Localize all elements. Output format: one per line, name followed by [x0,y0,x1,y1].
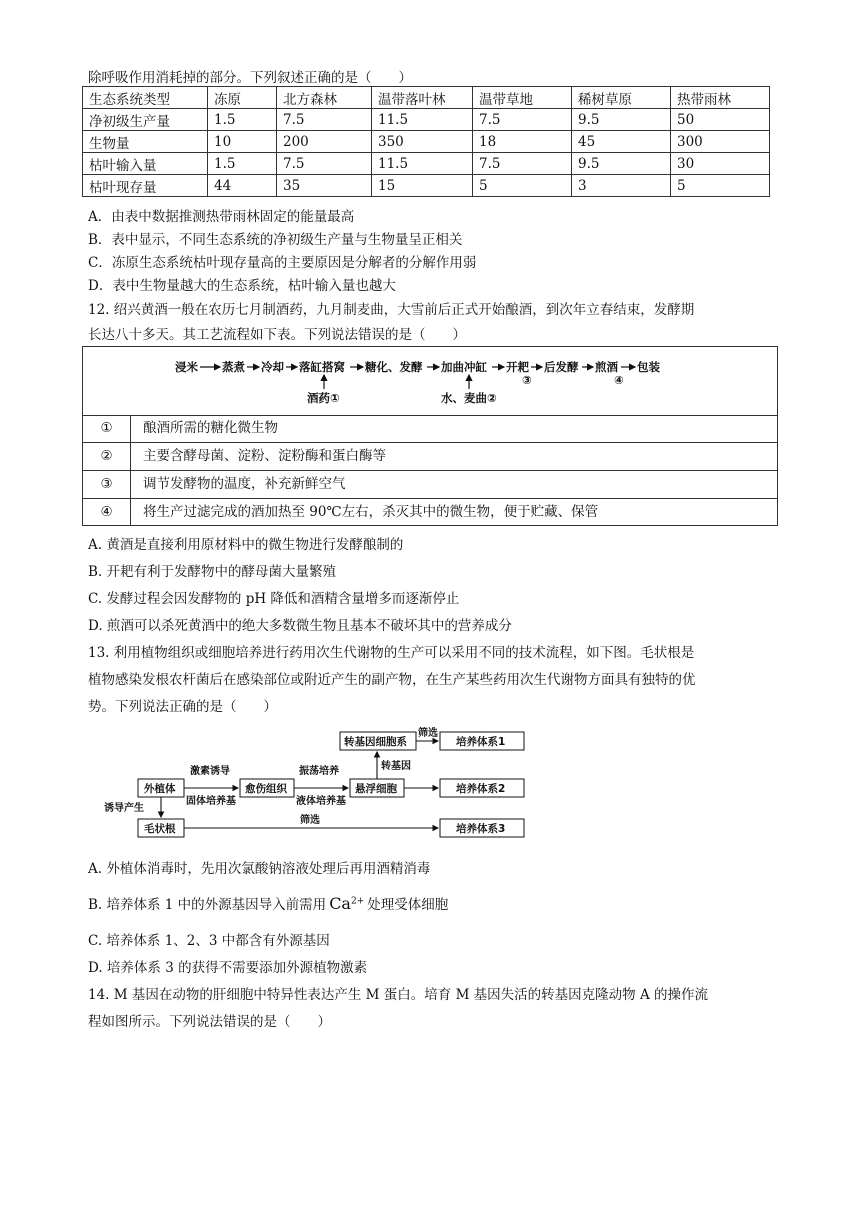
q13-stem-line1: 13. 利用植物组织或细胞培养进行药用次生代谢物的生产可以采用不同的技术流程，如下图。毛状根是 [88,645,695,661]
table-cell: 7.5 [277,153,372,175]
table-row [83,415,777,443]
suspension-label: 悬浮细胞 [355,783,397,795]
table-cell: 350 [372,131,473,153]
ecosystem-table [82,86,770,197]
table-cell: 15 [372,175,473,197]
row-number: ③ [83,471,131,498]
table-cell: 枯叶现存量 [83,175,208,197]
table-header-cell: 冻原 [208,87,277,109]
shake-label-a: 振荡培养 [299,766,339,777]
system2-label: 培养体系2 [456,783,506,795]
step-kaipa: 开耙 [506,360,529,374]
table-row [83,175,770,197]
q12-option-d: D. 煎酒可以杀死黄酒中的绝大多数微生物且基本不破坏其中的营养成分 [88,618,512,634]
row-text: 主要含酵母菌、淀粉、淀粉酶和蛋白酶等 [143,448,386,464]
q11-option-d: D．表中生物量越大的生态系统，枯叶输入量也越大 [88,278,396,294]
induce-produce-label: 诱导产生 [104,803,144,814]
table-cell: 5 [473,175,572,197]
transgenic-label: 转基因细胞系 [344,736,407,748]
table-cell: 9.5 [572,153,671,175]
charge-superscript: 2+ [350,896,365,907]
table-cell: 44 [208,175,277,197]
table-cell: 300 [671,131,770,153]
system3-label: 培养体系3 [456,823,506,835]
table-cell: 生物量 [83,131,208,153]
table-cell: 7.5 [277,109,372,131]
q12-stem-line2: 长达八十多天。其工艺流程如下表。下列说法错误的是（ ） [88,327,466,343]
step-soak-rice: 浸米 [175,360,198,374]
row-number: ② [83,443,131,470]
table-cell: 净初级生产量 [83,109,208,131]
table-cell: 11.5 [372,153,473,175]
step-post-ferment: 后发酵 [544,360,579,374]
row-text: 调节发酵物的温度，补充新鲜空气 [143,476,346,492]
option-b-prefix: B. 培养体系 1 中的外源基因导入前需用 [88,897,327,913]
table-header-cell: 温带草地 [473,87,572,109]
transgene-label: 转基因 [381,761,411,772]
q12-stem-line1: 12. 绍兴黄酒一般在农历七月制酒药，九月制麦曲，大雪前后正式开始酿酒，到次年立春结束，发酵期 [88,302,695,318]
row-text: 酿酒所需的糖化微生物 [143,420,278,436]
table-cell: 50 [671,109,770,131]
q13-stem-line2: 植物感染发根农杆菌后在感染部位或附近产生的副产物，在生产某些药用次生代谢物方面具有独特的优 [88,672,696,688]
table-cell: 45 [572,131,671,153]
table-cell: 1.5 [208,109,277,131]
table-header-cell: 生态系统类型 [83,87,208,109]
table-cell: 10 [208,131,277,153]
mark-3: ③ [522,373,532,387]
callus-label: 愈伤组织 [245,783,287,795]
shake-label-b: 液体培养基 [296,796,346,807]
table-cell: 9.5 [572,109,671,131]
calcium-ion: Ca [329,894,351,913]
table-header-cell: 北方森林 [277,87,372,109]
step-vat: 落缸搭窝 [299,360,345,374]
process-flow-svg [83,347,777,414]
table-cell: 35 [277,175,372,197]
table-cell: 30 [671,153,770,175]
brewing-process-table [82,346,778,526]
table-row [83,443,777,471]
input-yeast-1: 酒药① [307,391,340,405]
table-cell: 7.5 [473,153,572,175]
q13-option-a: A. 外植体消毒时，先用次氯酸钠溶液处理后再用酒精消毒 [88,861,431,877]
table-cell: 11.5 [372,109,473,131]
q13-stem-line3: 势。下列说法正确的是（ ） [88,699,277,715]
screen-bottom-label: 筛选 [300,815,320,826]
table-cell: 枯叶输入量 [83,153,208,175]
table-cell: 1.5 [208,153,277,175]
q11-intro: 除呼吸作用消耗掉的部分。下列叙述正确的是（ ） [88,70,412,86]
q13-option-c: C. 培养体系 1、2、3 中都含有外源基因 [88,933,330,949]
q13-option-b [88,893,448,913]
table-row [83,499,777,526]
table-cell: 7.5 [473,109,572,131]
table-cell: 200 [277,131,372,153]
step-add-qu: 加曲冲缸 [441,360,487,374]
table-header-row [83,87,770,109]
q11-option-b: B．表中显示，不同生态系统的净初级生产量与生物量呈正相关 [88,232,463,248]
q14-stem-line2: 程如图所示。下列说法错误的是（ ） [88,1014,331,1030]
table-row [83,131,770,153]
step-decoct: 煎酒 [595,360,618,374]
process-flow-diagram [83,347,777,416]
row-number: ④ [83,499,131,526]
q14-stem-line1: 14. M 基因在动物的肝细胞中特异性表达产生 M 蛋白。培育 M 基因失活的转基因克隆动物 A 的操作流 [88,987,709,1003]
step-package: 包装 [637,360,660,374]
option-b-suffix: 处理受体细胞 [367,897,449,913]
q11-option-a: A．由表中数据推测热带雨林固定的能量最高 [88,209,355,225]
input-water-qu-2: 水、麦曲② [441,391,497,405]
culture-flow-diagram [100,724,540,844]
q11-option-c: C．冻原生态系统枯叶现存量高的主要原因是分解者的分解作用弱 [88,255,477,271]
explant-label: 外植体 [144,783,176,795]
table-header-cell: 温带落叶林 [372,87,473,109]
table-cell: 5 [671,175,770,197]
step-cool: 冷却 [261,360,284,374]
induce-label-a: 激素诱导 [190,766,230,777]
table-row [83,471,777,499]
q12-option-c: C. 发酵过程会因发酵物的 pH 降低和酒精含量增多而逐渐停止 [88,591,460,607]
q12-option-b: B. 开耙有利于发酵物中的酵母菌大量繁殖 [88,564,337,580]
q12-option-a: A. 黄酒是直接利用原材料中的微生物进行发酵酿制的 [88,537,404,553]
table-header-cell: 稀树草原 [572,87,671,109]
step-steam: 蒸煮 [222,360,245,374]
q13-option-d: D. 培养体系 3 的获得不需要添加外源植物激素 [88,960,368,976]
row-number: ① [83,415,131,442]
hairy-root-label: 毛状根 [144,823,176,835]
screen-top-label: 筛选 [418,728,438,739]
table-row [83,153,770,175]
system1-label: 培养体系1 [456,736,506,748]
table-cell: 18 [473,131,572,153]
table-row [83,109,770,131]
row-text: 将生产过滤完成的酒加热至 90℃左右，杀灭其中的微生物，便于贮藏、保管 [143,504,599,520]
induce-label-b: 固体培养基 [186,796,236,807]
mark-4: ④ [614,373,624,387]
table-header-cell: 热带雨林 [671,87,770,109]
table-cell: 3 [572,175,671,197]
step-ferment: 糖化、发酵 [365,360,423,374]
